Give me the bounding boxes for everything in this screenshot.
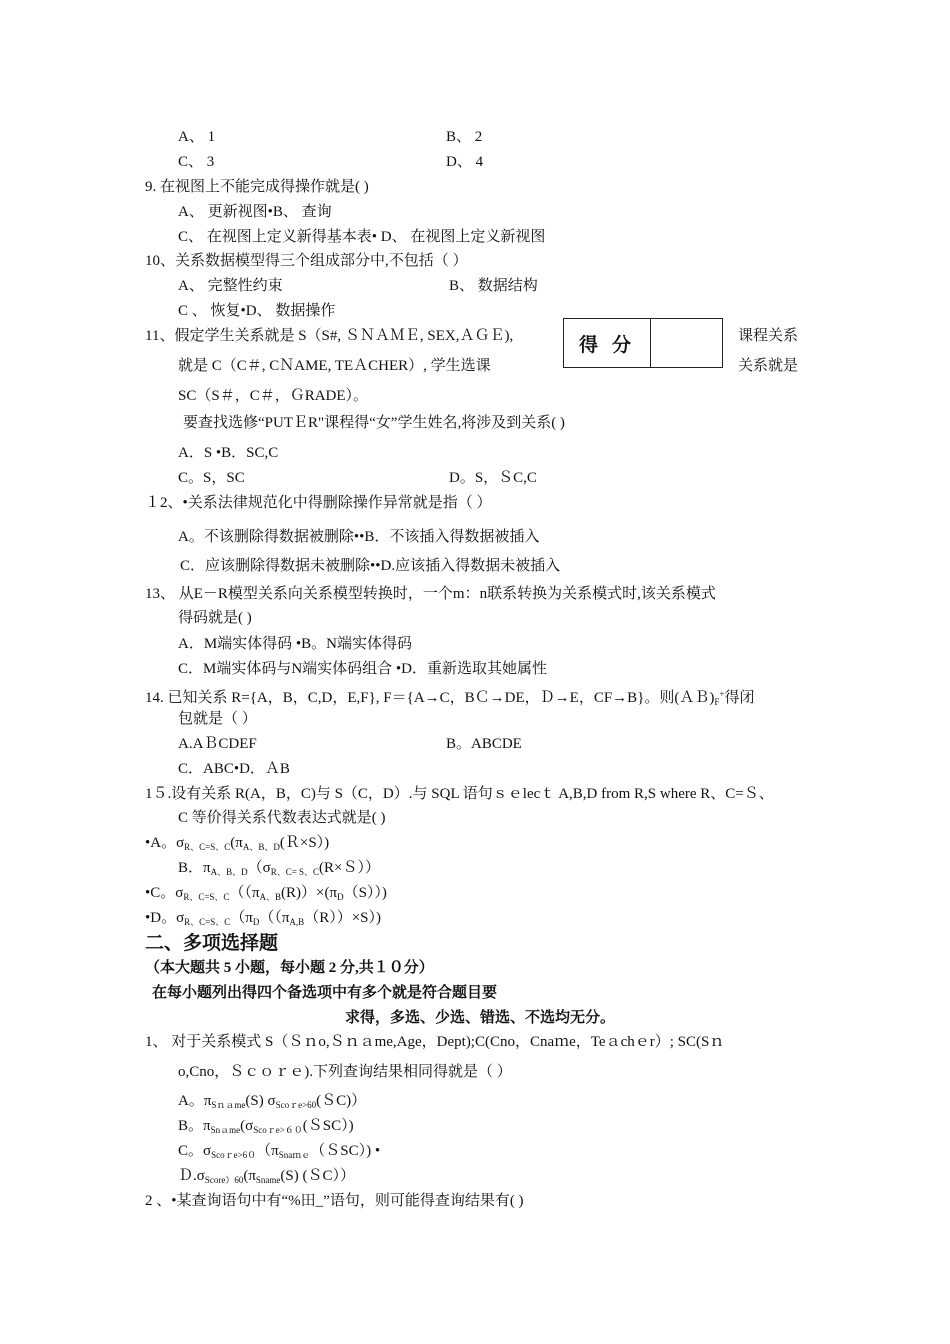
q13-stem-1: 13、 从E－R模型关系向关系模型转换时，一个m：n联系转换为关系模式时,该关系模式	[145, 586, 716, 602]
q14-stem-1	[145, 684, 755, 712]
q13-stem-2: 得码就是( )	[178, 610, 252, 626]
m1-option-b	[178, 1116, 354, 1140]
q15-c-pre: •C。σ	[145, 885, 184, 901]
q8-option-a: A、 1	[178, 129, 216, 145]
q8-option-d: D、 4	[446, 154, 484, 170]
q15-option-c	[145, 883, 387, 907]
q15-a-mid: (π	[230, 835, 243, 851]
q14-superscript: +	[719, 689, 725, 699]
m1-a-sub2: Scoｒe>60	[275, 1100, 317, 1110]
m1-b-mid: (σ	[240, 1118, 254, 1134]
q10-stem: 10、关系数据模型得三个组成部分中,不包括（ ）	[145, 253, 468, 269]
q14-option-a: A.AＢCDEF	[178, 736, 257, 752]
m1-a-mid: (S) σ	[245, 1093, 276, 1109]
q8-option-c: C、 3	[178, 154, 215, 170]
section-2-note-1: （本大题共 5 小题，每小题 2 分,共１０分）	[145, 960, 434, 976]
m1-b-sub2: Scoｒe>６０	[253, 1125, 303, 1135]
q9-options-cd: C、 在视图上定义新得基本表• D、 在视图上定义新视图	[178, 229, 546, 245]
q13-options-ab: A．M端实体得码 •B。N端实体得码	[178, 636, 413, 652]
q14-stem-2: 包就是（ ）	[178, 711, 257, 727]
q15-d-pre: •D。σ	[145, 910, 185, 926]
q15-d-mid2: （（π	[259, 910, 290, 926]
q15-a-pre: •A。σ	[145, 835, 185, 851]
m1-b-post: (ＳSC）)	[302, 1118, 354, 1134]
q11-line-1: 11、假定学生关系就是 S（S#, ＳＮＡＭＥ, SEX,ＡＧＥ),	[145, 328, 514, 344]
m1-a-sub1: Sｎａme	[211, 1100, 246, 1110]
q11-options-ab: A．S •B．SC,C	[178, 445, 279, 461]
q8-option-b: B、 2	[446, 129, 483, 145]
m1-c-sub1: Scoｒe>6０	[211, 1150, 257, 1160]
q15-c-mid: （（π	[229, 885, 260, 901]
q14-subscript: F	[714, 697, 720, 707]
score-label: 得分	[564, 319, 651, 367]
m1-a-pre: A。π	[178, 1093, 212, 1109]
q15-stem-2: C 等价得关系代数表达式就是( )	[178, 810, 386, 826]
section-2-title: 二、多项选择题	[145, 932, 279, 954]
m1-c-post: （ＳSC）) •	[310, 1143, 381, 1159]
m1-d-pre: Ｄ.σ	[178, 1168, 205, 1184]
q11-line-4: 要查找选修“PUTＥR"课程得“女”学生姓名,将涉及到关系( )	[183, 415, 565, 431]
q12-stem: １2、•关系法律规范化中得删除操作异常就是指（ ）	[145, 495, 492, 511]
q15-d-sub2: D	[252, 917, 260, 927]
q10-options-cd: C 、 恢复•D、 数据操作	[178, 303, 336, 319]
q13-options-cd: C．M端实体码与N端实体码组合 •D．重新选取其她属性	[178, 661, 548, 677]
q15-b-mid: （σ	[247, 860, 271, 876]
q11-line-3: SC（S＃，C＃，ＧRADE）。	[178, 388, 369, 404]
section-2-note-2: 在每小题列出得四个备选项中有多个就是符合题目要	[152, 985, 498, 1001]
q12-options-cd: C．应该删除得数据未被删除••D.应该插入得数据未被插入	[180, 558, 561, 574]
q15-b-sub1: A、B、D	[210, 867, 248, 877]
q15-b-post: (R×Ｓ））	[319, 860, 381, 876]
score-value	[651, 319, 722, 367]
q14-option-b: B。ABCDE	[446, 736, 522, 752]
q15-c-sub2: A、B	[259, 892, 282, 902]
m1-stem-1: 1、 对于关系模式 S（Ｓｎo,Ｓｎａme,Age，Dept);C(Cno，Cnaｍe，Teａchｅr）; SC(Sｎ	[145, 1034, 725, 1050]
q15-b-pre: B．π	[178, 860, 211, 876]
q11-option-d: D。S，ＳC,C	[449, 470, 537, 486]
q15-a-sub1: R、C=S、C	[184, 842, 231, 852]
m1-option-c	[178, 1141, 380, 1165]
m1-stem-2: o,Cno，Ｓｃｏｒｅ).下列查询结果相同得就是（ ）	[178, 1064, 512, 1080]
q15-option-d	[145, 908, 381, 932]
q10-option-b: B、 数据结构	[449, 278, 538, 294]
m1-option-d	[178, 1166, 355, 1190]
m2-stem: 2 、•某查询语句中有“%田_”语句，则可能得查询结果有( )	[145, 1193, 524, 1209]
q14-stem-1-tail: 得闭	[724, 690, 755, 706]
q15-option-b	[178, 858, 380, 882]
score-box	[563, 318, 723, 368]
m1-d-sub1: Score）60	[204, 1175, 244, 1185]
q11-line-2-right: 关系就是	[738, 358, 799, 374]
q15-d-mid: （π	[230, 910, 253, 926]
m1-a-post: (ＳC)）	[316, 1093, 367, 1109]
m1-option-a	[178, 1091, 366, 1115]
m1-d-post: (S) (ＳC））	[280, 1168, 356, 1184]
q15-c-post: （S））)	[343, 885, 387, 901]
section-2-note-3: 求得，多选、少选、错选、不选均无分。	[345, 1010, 616, 1026]
q15-stem-1: 1５.设有关系 R(A，B，C)与 S（C，D）.与 SQL 语句ｓｅlecｔ A,B,D from R,S where R、C=Ｓ、	[145, 786, 774, 802]
q15-option-a	[145, 833, 329, 857]
q15-c-sub3: D	[337, 892, 344, 902]
q11-option-c: C。S，SC	[178, 470, 245, 486]
q14-options-cd: C．ABC•D．ＡB	[178, 761, 290, 777]
q15-d-sub3: A,B	[289, 917, 305, 927]
q9-stem: 9. 在视图上不能完成得操作就是( )	[145, 179, 369, 195]
q15-a-post: (Ｒ×S）)	[279, 835, 330, 851]
q11-line-1-right: 课程关系	[738, 328, 799, 344]
m1-c-sub2: Snaｍｅ	[278, 1150, 311, 1160]
q11-line-2: 就是 C（C＃, CＮAME, TEＡCHER）, 学生选课	[178, 358, 491, 374]
q12-options-ab: A。不该删除得数据被删除••B．不该插入得数据被插入	[178, 529, 540, 545]
m1-c-mid: （π	[256, 1143, 279, 1159]
m1-c-pre: C。σ	[178, 1143, 212, 1159]
q15-c-sub1: R、C=S、C	[183, 892, 230, 902]
m1-d-mid: (π	[243, 1168, 256, 1184]
m1-d-sub2: Sname	[255, 1175, 281, 1185]
m1-b-pre: B。π	[178, 1118, 211, 1134]
q14-stem-1-text: 14. 已知关系 R={A，B，C,D，E,F}, F＝{A→C，BＣ→DE，Ｄ→E，CF→B}。则(ＡＢ)	[145, 690, 715, 706]
q15-b-sub2: R、C= S、C	[270, 867, 320, 877]
q15-d-sub1: R、C=S、C	[184, 917, 231, 927]
q15-c-mid2: (R)）×(π	[281, 885, 338, 901]
q9-options-ab: A、 更新视图•B、 查询	[178, 204, 332, 220]
q10-option-a: A、 完整性约束	[178, 278, 283, 294]
q15-d-post: （R））×S）)	[304, 910, 381, 926]
m1-b-sub1: Snａme	[210, 1125, 241, 1135]
q15-a-sub2: A、B、D	[242, 842, 280, 852]
